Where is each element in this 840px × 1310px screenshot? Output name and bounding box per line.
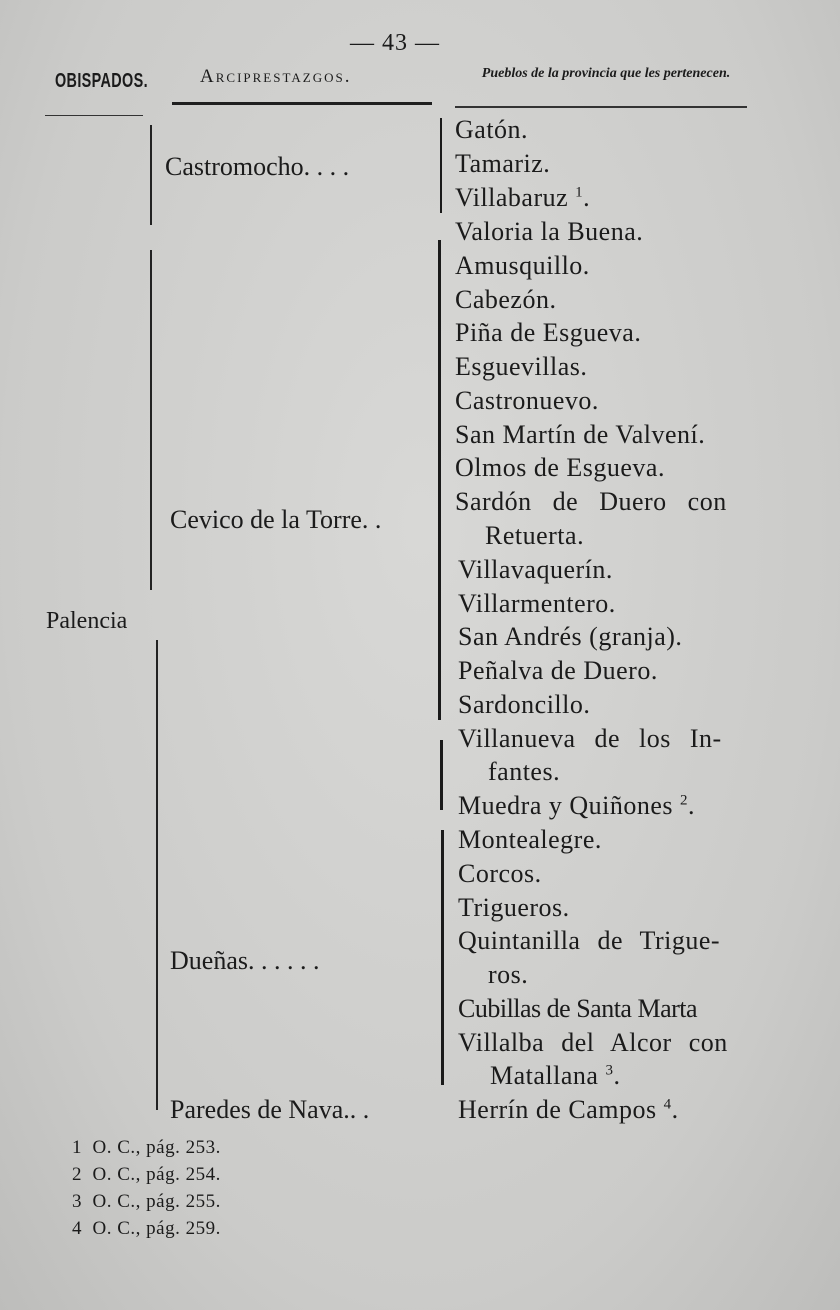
town-item: Valoria la Buena.	[455, 217, 644, 246]
town-item: Sardón de Duero con	[455, 487, 727, 516]
town-item: fantes.	[488, 757, 561, 786]
brace-cevico	[438, 240, 441, 720]
town-item: Cabezón.	[455, 285, 557, 314]
town-item: Olmos de Esgueva.	[455, 453, 665, 482]
brace-castromocho	[440, 118, 442, 213]
town-item: Villavaquerín.	[458, 555, 613, 584]
town-item: Piña de Esgueva.	[455, 318, 642, 347]
page-number: — 43 —	[350, 30, 440, 56]
town-item: San Martín de Valvení.	[455, 420, 706, 449]
footnote: 3 O. C., pág. 255.	[72, 1191, 221, 1212]
town-item: Matallana $^3$.	[490, 1061, 621, 1090]
town-item: Villarmentero.	[458, 589, 616, 618]
footnote-mark: 2	[680, 792, 689, 809]
arciprestazgo-paredes: Paredes de Nava.. .	[170, 1095, 370, 1124]
town-item: Corcos.	[458, 859, 542, 888]
footnote: 4 O. C., pág. 259.	[72, 1218, 221, 1239]
town-item: Sardoncillo.	[458, 690, 591, 719]
header-rule-pueblos	[455, 106, 747, 108]
town-item: Peñalva de Duero.	[458, 656, 658, 685]
brace-cevico-end	[440, 740, 443, 810]
town-item: ros.	[488, 960, 529, 989]
province-brace-lower	[156, 640, 158, 1110]
town-item: Tamariz.	[455, 149, 551, 178]
brace-duenas	[441, 830, 444, 1085]
town-item: Villalba del Alcor con	[458, 1028, 728, 1057]
header-rule-obispados	[45, 115, 143, 116]
arciprestazgo-castromocho: Castromocho. . . .	[165, 152, 350, 181]
town-item: Montealegre.	[458, 825, 602, 854]
header-pueblos: Pueblos de la provincia que les pertenecen.	[481, 66, 731, 81]
province-brace-upper	[150, 250, 152, 590]
arciprestazgo-duenas: Dueñas. . . . . .	[170, 946, 320, 975]
header-obispados: OBISPADOS.	[55, 70, 148, 92]
arciprestazgo-cevico: Cevico de la Torre. .	[170, 505, 382, 534]
town-item: Amusquillo.	[455, 251, 590, 280]
town-item: Gatón.	[455, 115, 529, 144]
town-item: Muedra y Quiñones $^2$.	[458, 791, 696, 820]
town-item: Esguevillas.	[455, 352, 588, 381]
footnote-mark: 3	[605, 1062, 614, 1079]
footnote: 1 O. C., pág. 253.	[72, 1137, 221, 1158]
province-brace-top	[150, 125, 152, 225]
town-item: Cubillas de Santa Marta	[458, 994, 698, 1023]
town-item: Villabaruz $^1$.	[455, 183, 591, 212]
town-item: Herrín de Campos $^4$.	[458, 1095, 679, 1124]
footnote: 2 O. C., pág. 254.	[72, 1164, 221, 1185]
footnote-mark: 4	[663, 1096, 672, 1113]
town-item: Castronuevo.	[455, 386, 599, 415]
header-arciprestazgos: Arciprestazgos.	[200, 66, 352, 87]
town-item: Villanueva de los In-	[458, 724, 722, 753]
province-palencia: Palencia	[46, 608, 128, 634]
town-item: Trigueros.	[458, 893, 570, 922]
header-rule-arciprestazgos	[172, 102, 432, 105]
town-item: Quintanilla de Trigue-	[458, 926, 721, 955]
footnote-mark: 1	[575, 184, 584, 201]
town-item: San Andrés (granja).	[458, 622, 683, 651]
town-item: Retuerta.	[485, 521, 585, 550]
